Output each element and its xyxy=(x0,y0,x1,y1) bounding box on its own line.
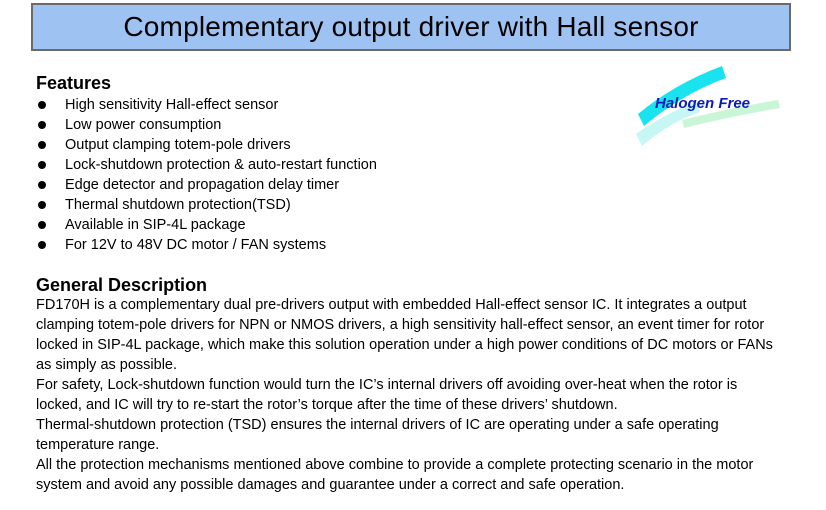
bullet-icon xyxy=(38,201,46,209)
features-heading: Features xyxy=(36,73,112,93)
bullet-icon xyxy=(38,121,46,129)
description-line: as simply as possible. xyxy=(36,357,178,373)
feature-item xyxy=(36,195,377,215)
description-line: system and avoid any possible damages and guarantee under a correct and safe operation. xyxy=(36,477,625,493)
feature-item xyxy=(36,135,377,155)
description-line: locked, and IC will try to re-start the rotor’s torque after the time of these drivers’ shutdown. xyxy=(36,397,618,413)
bullet-icon xyxy=(38,181,46,189)
description-line: FD170H is a complementary dual pre-drivers output with embedded Hall-effect sensor IC. It integrates a output xyxy=(36,297,747,313)
features-list xyxy=(36,95,377,255)
feature-item xyxy=(36,115,377,135)
bullet-icon xyxy=(38,241,46,249)
general-description-body xyxy=(36,295,806,495)
bullet-icon xyxy=(38,101,46,109)
description-line: temperature range. xyxy=(36,437,160,453)
feature-text: Low power consumption xyxy=(65,117,222,133)
bullet-icon xyxy=(38,221,46,229)
description-line: locked in SIP-4L package, which make this solution operation under a high power conditions of DC motors or FANs xyxy=(36,337,773,353)
feature-text: Edge detector and propagation delay timer xyxy=(65,177,340,193)
description-line: All the protection mechanisms mentioned above combine to provide a complete protecting scenario in the motor xyxy=(36,457,754,473)
halogen-free-badge xyxy=(634,62,784,152)
halogen-free-label: Halogen Free xyxy=(655,95,751,112)
description-line: Thermal-shutdown protection (TSD) ensures the internal drivers of IC are operating under a safe operating xyxy=(36,417,719,433)
feature-text: Available in SIP-4L package xyxy=(65,217,246,233)
general-description-heading: General Description xyxy=(36,275,208,295)
feature-text: Thermal shutdown protection(TSD) xyxy=(65,197,291,213)
feature-item xyxy=(36,95,377,115)
document-title: Complementary output driver with Hall sensor xyxy=(123,11,699,42)
description-line: clamping totem-pole drivers for NPN or NMOS drivers, a high sensitivity hall-effect sensor, an event timer for rotor xyxy=(36,317,765,333)
description-line: For safety, Lock-shutdown function would turn the IC’s internal drivers off avoiding over-heat when the rotor is xyxy=(36,377,738,393)
feature-item xyxy=(36,155,377,175)
feature-text: Lock-shutdown protection & auto-restart function xyxy=(65,157,377,173)
title-banner xyxy=(31,3,791,51)
feature-text: For 12V to 48V DC motor / FAN systems xyxy=(65,237,327,253)
feature-item xyxy=(36,175,377,195)
feature-text: Output clamping totem-pole drivers xyxy=(65,137,291,153)
feature-text: High sensitivity Hall-effect sensor xyxy=(65,97,279,113)
feature-item xyxy=(36,235,377,255)
bullet-icon xyxy=(38,141,46,149)
bullet-icon xyxy=(38,161,46,169)
feature-item xyxy=(36,215,377,235)
